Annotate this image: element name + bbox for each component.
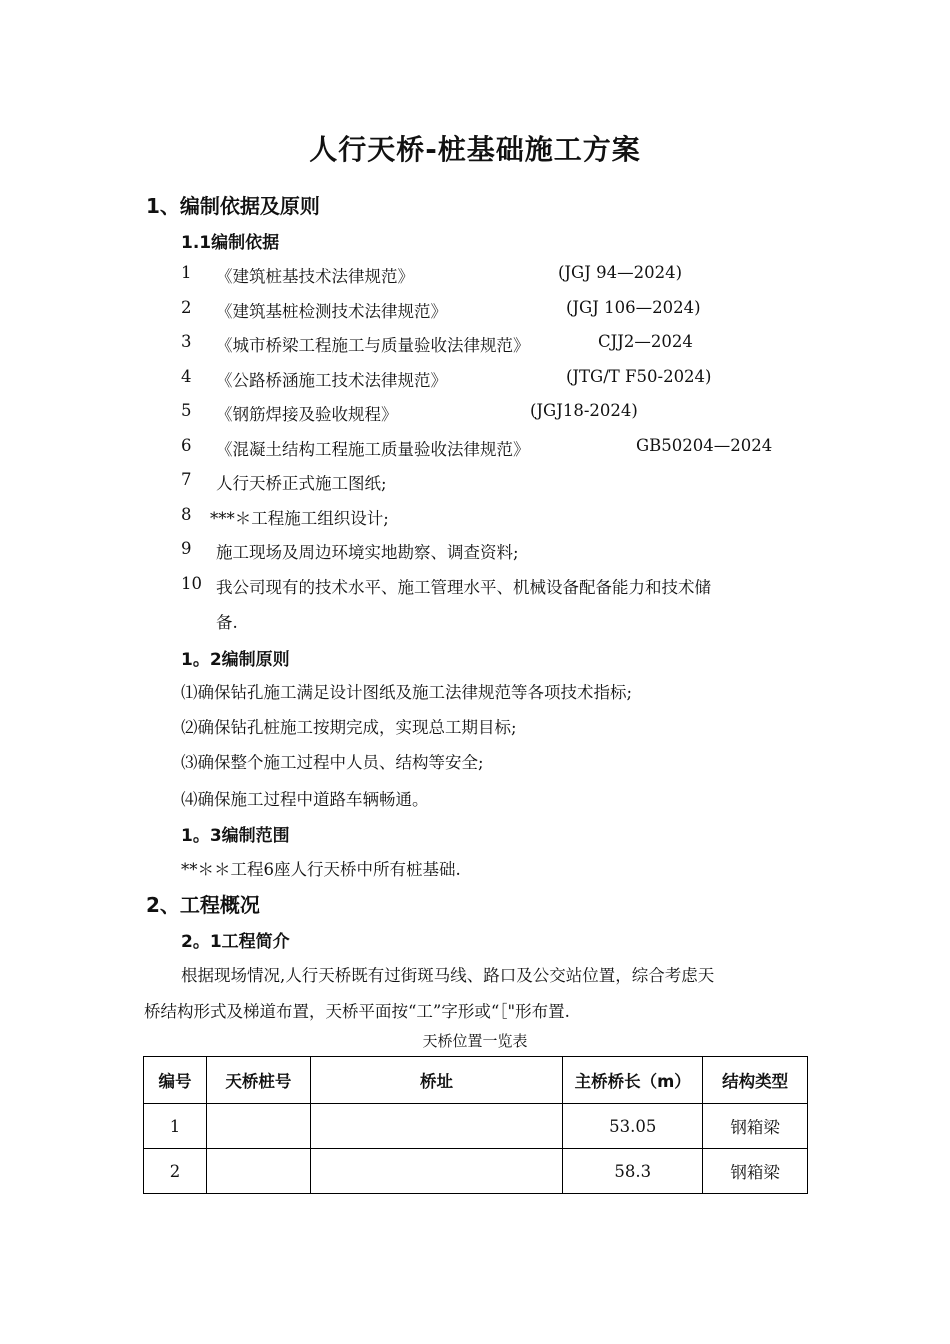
basis-item-code: (JTG/T F50-2024) <box>566 367 712 386</box>
table-cell <box>206 1104 310 1149</box>
section2-1-heading: 2。1工程简介 <box>181 932 290 952</box>
basis-item-text: ***＊工程施工组织设计; <box>210 509 389 528</box>
scope-text: **＊＊工程6座人行天桥中所有桩基础. <box>181 860 461 879</box>
overview-paragraph-line: 桥结构形式及梯道布置，天桥平面按“工”字形或“［"形布置. <box>144 1002 570 1021</box>
basis-item-text: 《钢筋焊接及验收规程》 <box>216 405 398 424</box>
basis-item-number: 4 <box>181 367 192 386</box>
basis-item-text: 《建筑桩基技术法律规范》 <box>216 267 414 286</box>
basis-item-text: 《公路桥涵施工技术法律规范》 <box>216 371 447 390</box>
section1-heading: 1、编制依据及原则 <box>146 194 320 218</box>
basis-item-number: 3 <box>181 332 192 351</box>
basis-item-number: 8 <box>181 505 192 524</box>
table-cell: 58.3 <box>563 1149 703 1194</box>
table-cell <box>206 1149 310 1194</box>
principle-item: ⑶确保整个施工过程中人员、结构等安全; <box>181 753 484 772</box>
table-row <box>144 1104 808 1149</box>
overview-paragraph-line: 根据现场情况,人行天桥既有过街斑马线、路口及公交站位置，综合考虑天 <box>181 966 715 985</box>
section1-2-heading: 1。2编制原则 <box>181 650 290 670</box>
table-cell: 1 <box>144 1104 207 1149</box>
basis-item-text-continued: 备. <box>216 613 238 632</box>
principle-item: ⑵确保钻孔桩施工按期完成，实现总工期目标; <box>181 718 517 737</box>
header-cell-structure: 结构类型 <box>703 1057 808 1104</box>
table-row <box>144 1149 808 1194</box>
principle-item: ⑴确保钻孔施工满足设计图纸及施工法律规范等各项技术指标; <box>181 683 633 702</box>
basis-item-number: 10 <box>181 574 202 593</box>
header-cell-site: 桥址 <box>310 1057 563 1104</box>
basis-item-number: 9 <box>181 539 192 558</box>
table-cell <box>310 1104 563 1149</box>
basis-item-number: 1 <box>181 263 192 282</box>
table-cell: 钢箱梁 <box>703 1149 808 1194</box>
section1-3-heading: 1。3编制范围 <box>181 826 290 846</box>
table-cell: 钢箱梁 <box>703 1104 808 1149</box>
basis-item-text: 我公司现有的技术水平、施工管理水平、机械设备配备能力和技术储 <box>216 578 711 597</box>
basis-item-text: 《城市桥梁工程施工与质量验收法律规范》 <box>216 336 530 355</box>
table-cell: 2 <box>144 1149 207 1194</box>
basis-item-text: 《建筑基桩检测技术法律规范》 <box>216 302 447 321</box>
basis-item-number: 7 <box>181 470 192 489</box>
table-header-row <box>144 1057 808 1104</box>
basis-item-code: (JGJ 94—2024) <box>558 263 683 282</box>
basis-item-text: 人行天桥正式施工图纸; <box>216 474 387 493</box>
principle-item: ⑷确保施工过程中道路车辆畅通。 <box>181 790 429 809</box>
header-cell-pile-number: 天桥桩号 <box>206 1057 310 1104</box>
table-cell <box>310 1149 563 1194</box>
basis-item-code: (JGJ18-2024) <box>530 401 638 420</box>
basis-item-code: (JGJ 106—2024) <box>566 298 701 317</box>
table-caption: 天桥位置一览表 <box>422 1032 528 1050</box>
bridge-location-table <box>143 1056 808 1194</box>
basis-item-number: 5 <box>181 401 192 420</box>
section2-heading: 2、工程概况 <box>146 893 260 917</box>
basis-item-number: 6 <box>181 436 192 455</box>
basis-item-number: 2 <box>181 298 192 317</box>
header-cell-length: 主桥桥长（m） <box>563 1057 703 1104</box>
document-title: 人行天桥-桩基础施工方案 <box>309 133 641 166</box>
section1-1-heading: 1.1编制依据 <box>181 233 280 253</box>
header-cell-number: 编号 <box>144 1057 207 1104</box>
table-cell: 53.05 <box>563 1104 703 1149</box>
basis-item-text: 施工现场及周边环境实地勘察、调查资料; <box>216 543 519 562</box>
basis-item-text: 《混凝土结构工程施工质量验收法律规范》 <box>216 440 530 459</box>
basis-item-code: GB50204—2024 <box>636 436 773 455</box>
basis-item-code: CJJ2—2024 <box>598 332 693 351</box>
